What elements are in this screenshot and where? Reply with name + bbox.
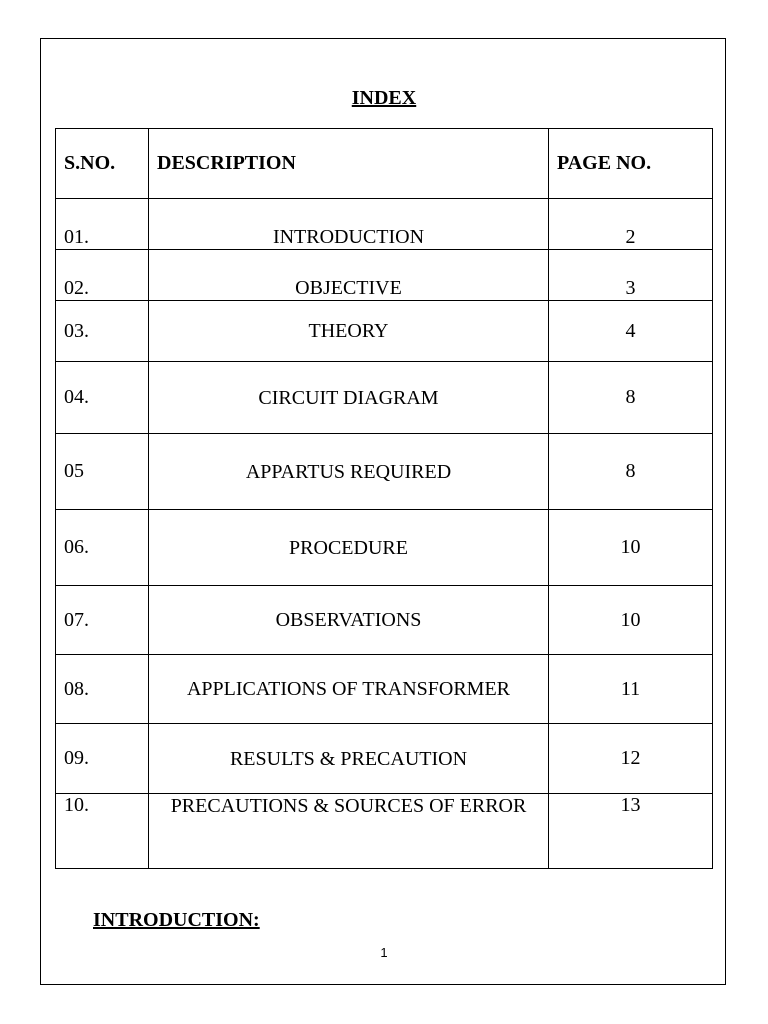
column-header-page: PAGE NO. (549, 129, 713, 199)
row-sno: 02. (56, 250, 149, 301)
row-sno: 07. (56, 586, 149, 655)
row-sno: 04. (56, 362, 149, 434)
row-page: 8 (549, 434, 713, 510)
row-page: 10 (549, 586, 713, 655)
row-description: PROCEDURE (149, 510, 549, 586)
row-description: RESULTS & PRECAUTION (149, 724, 549, 794)
row-sno: 08. (56, 655, 149, 724)
row-description: OBJECTIVE (149, 250, 549, 301)
row-page: 3 (549, 250, 713, 301)
row-sno: 03. (56, 301, 149, 362)
row-sno: 05 (56, 434, 149, 510)
table-row (56, 362, 713, 434)
row-description: PRECAUTIONS & SOURCES OF ERROR (149, 794, 549, 869)
row-page: 13 (549, 794, 713, 869)
row-page: 12 (549, 724, 713, 794)
column-header-description: DESCRIPTION (149, 129, 549, 199)
table-row (56, 250, 713, 301)
index-table (55, 128, 713, 869)
table-row (56, 510, 713, 586)
table-row (56, 794, 713, 869)
row-description: INTRODUCTION (149, 199, 549, 250)
table-row (56, 301, 713, 362)
row-page: 4 (549, 301, 713, 362)
row-page: 10 (549, 510, 713, 586)
row-sno: 06. (56, 510, 149, 586)
table-row (56, 199, 713, 250)
column-header-sno: S.NO. (56, 129, 149, 199)
index-title: INDEX (351, 87, 417, 109)
table-row (56, 724, 713, 794)
row-description: CIRCUIT DIAGRAM (149, 362, 549, 434)
row-page: 2 (549, 199, 713, 250)
table-row (56, 434, 713, 510)
section-heading: INTRODUCTION: (93, 909, 260, 931)
row-page: 11 (549, 655, 713, 724)
row-description: APPLICATIONS OF TRANSFORMER (149, 655, 549, 724)
row-sno: 09. (56, 724, 149, 794)
table-row (56, 586, 713, 655)
row-description: THEORY (149, 301, 549, 362)
row-description: APPARTUS REQUIRED (149, 434, 549, 510)
row-sno: 01. (56, 199, 149, 250)
row-page: 8 (549, 362, 713, 434)
page-number: 1 (380, 945, 388, 960)
row-description: OBSERVATIONS (149, 586, 549, 655)
table-row (56, 655, 713, 724)
table-header-row (56, 129, 713, 199)
row-sno: 10. (56, 794, 149, 869)
